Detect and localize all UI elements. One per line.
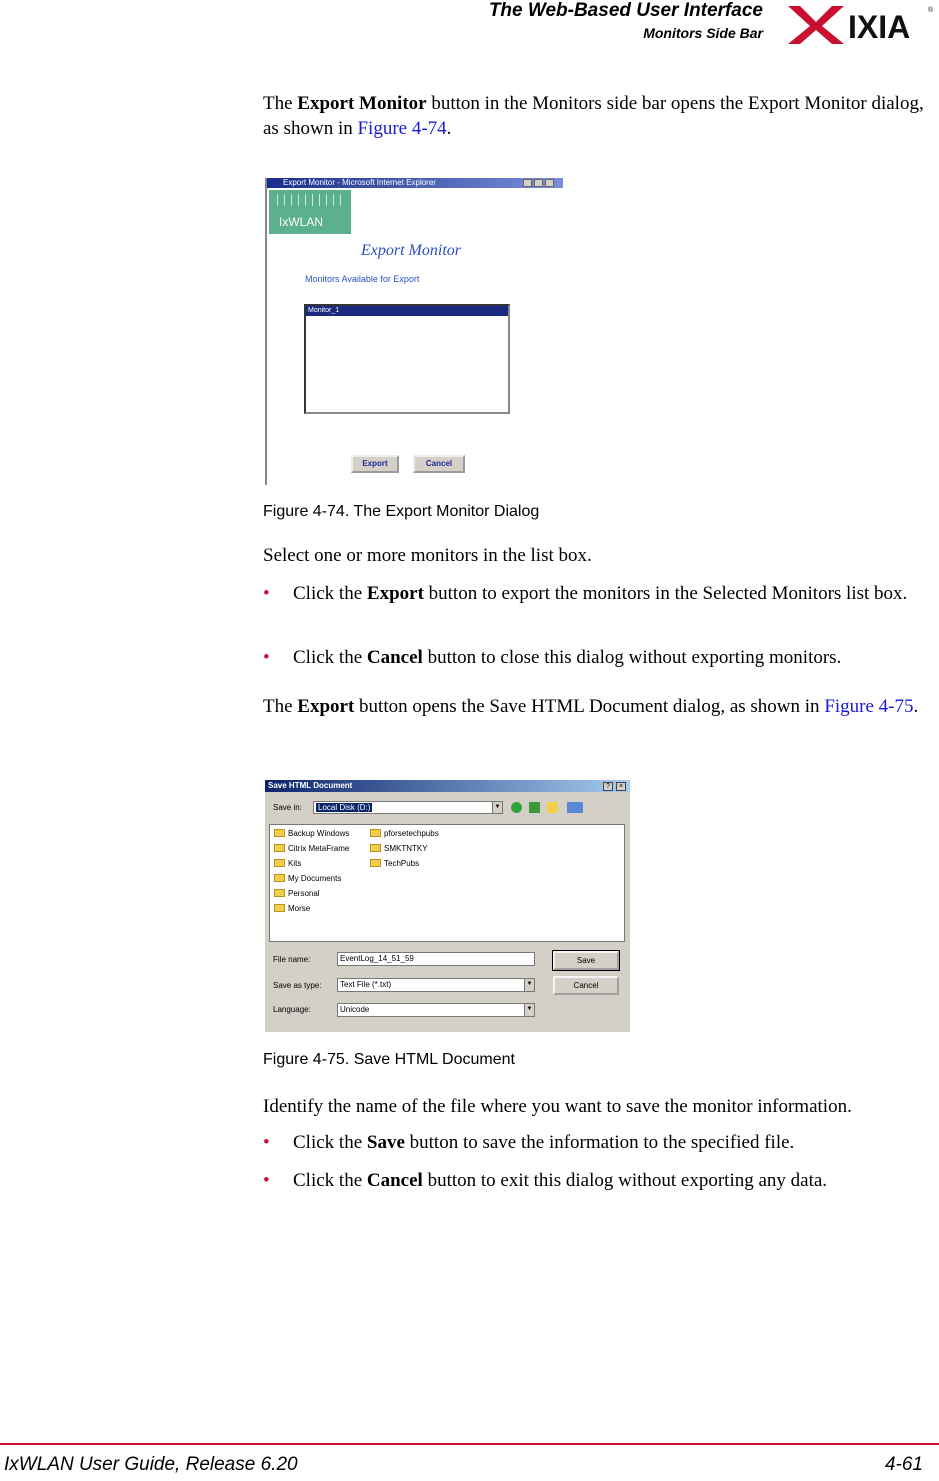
language-dropdown[interactable]: Unicode ▼ bbox=[337, 1003, 535, 1017]
list-item[interactable]: TechPubs bbox=[370, 857, 419, 871]
save-as-type-dropdown[interactable]: Text File (*.txt) ▼ bbox=[337, 978, 535, 992]
bullet-icon: • bbox=[263, 647, 270, 668]
logo-text: IXIA bbox=[848, 9, 911, 45]
maximize-icon[interactable] bbox=[534, 179, 543, 187]
figure-4-75-caption: Figure 4-75. Save HTML Document bbox=[263, 1051, 515, 1068]
close-icon[interactable] bbox=[545, 179, 554, 187]
chevron-down-icon: ▼ bbox=[524, 1004, 534, 1016]
ixwlan-brand: IxWLAN bbox=[279, 215, 324, 229]
bullet-cancel: • Click the Cancel button to close this dialog without exporting monitors. bbox=[263, 647, 842, 668]
footer-guide-title: IxWLAN User Guide, Release 6.20 bbox=[4, 1454, 298, 1475]
folder-icon bbox=[370, 844, 381, 852]
language-label: Language: bbox=[273, 1005, 311, 1014]
folder-icon bbox=[370, 859, 381, 867]
list-item[interactable]: Monitor_1 bbox=[306, 306, 508, 316]
list-item[interactable]: SMKTNTKY bbox=[370, 842, 428, 856]
new-folder-icon[interactable] bbox=[547, 802, 558, 813]
footer-rule bbox=[0, 1443, 939, 1445]
back-icon[interactable] bbox=[511, 802, 522, 813]
folder-icon bbox=[370, 829, 381, 837]
list-item[interactable]: Citrix MetaFrame bbox=[274, 842, 349, 856]
save-in-dropdown[interactable]: Local Disk (D:) ▼ bbox=[313, 801, 503, 814]
bullet-save: • Click the Save button to save the information to the specified file. bbox=[263, 1132, 795, 1153]
running-header-title: The Web-Based User Interface bbox=[488, 0, 763, 21]
save-html-document-screenshot bbox=[265, 780, 630, 1032]
save-in-label: Save in: bbox=[273, 803, 302, 812]
monitors-available-label: Monitors Available for Export bbox=[305, 274, 420, 284]
bullet-icon: • bbox=[263, 583, 270, 604]
export-monitor-titlebar: Export Monitor - Microsoft Internet Explorer bbox=[267, 178, 563, 188]
figure-4-75-link[interactable]: Figure 4-75 bbox=[824, 696, 914, 717]
folder-icon bbox=[274, 904, 285, 912]
file-name-input[interactable]: EventLog_14_51_59 bbox=[337, 952, 535, 966]
list-item[interactable]: Backup Windows bbox=[274, 827, 349, 841]
minimize-icon[interactable] bbox=[523, 179, 532, 187]
export-button[interactable]: Export bbox=[351, 455, 399, 473]
file-list-pane[interactable] bbox=[269, 824, 625, 942]
chevron-down-icon: ▼ bbox=[524, 979, 534, 991]
figure-4-74-caption: Figure 4-74. The Export Monitor Dialog bbox=[263, 503, 540, 520]
list-item[interactable]: pforsetechpubs bbox=[370, 827, 439, 841]
intro-paragraph: The Export Monitor button in the Monitors side bar opens the Export Monitor dialog, as shown in Figure 4-74. bbox=[263, 93, 924, 139]
cancel-button[interactable]: Cancel bbox=[413, 455, 465, 473]
ixwlan-banner bbox=[269, 190, 351, 234]
select-instruction: Select one or more monitors in the list box. bbox=[263, 545, 592, 566]
svg-text:®: ® bbox=[928, 7, 934, 14]
help-icon[interactable]: ? bbox=[603, 782, 613, 791]
page-number: 4-61 bbox=[884, 1454, 923, 1475]
running-header-section: Monitors Side Bar bbox=[643, 25, 763, 41]
folder-icon bbox=[274, 859, 285, 867]
up-folder-icon[interactable] bbox=[529, 802, 540, 813]
folder-icon bbox=[274, 844, 285, 852]
export-monitor-screenshot bbox=[265, 178, 563, 485]
bullet-export: • Click the Export button to export the monitors in the Selected Monitors list box. bbox=[263, 583, 908, 604]
export-paragraph: The Export button opens the Save HTML Document dialog, as shown in Figure 4-75. bbox=[263, 696, 919, 717]
folder-icon bbox=[274, 829, 285, 837]
file-name-label: File name: bbox=[273, 955, 311, 964]
list-item[interactable]: My Documents bbox=[274, 872, 341, 886]
bullet-icon: • bbox=[263, 1132, 270, 1153]
folder-icon bbox=[274, 889, 285, 897]
folder-icon bbox=[274, 874, 285, 882]
list-item[interactable]: Personal bbox=[274, 887, 320, 901]
save-button[interactable]: Save bbox=[553, 951, 619, 970]
bullet-icon: • bbox=[263, 1170, 270, 1191]
save-dialog-titlebar: Save HTML Document ? × bbox=[265, 780, 630, 792]
ixia-logo bbox=[786, 2, 936, 46]
list-item[interactable]: Kits bbox=[274, 857, 301, 871]
cancel-button[interactable]: Cancel bbox=[553, 976, 619, 995]
view-menu-icon[interactable] bbox=[567, 802, 583, 813]
figure-4-74-link[interactable]: Figure 4-74 bbox=[357, 118, 447, 139]
export-monitor-heading: Export Monitor bbox=[361, 242, 461, 259]
monitors-list-box[interactable] bbox=[304, 304, 510, 414]
close-icon[interactable]: × bbox=[616, 782, 626, 791]
bullet-cancel-save: • Click the Cancel button to exit this dialog without exporting any data. bbox=[263, 1170, 828, 1191]
save-as-type-label: Save as type: bbox=[273, 981, 322, 990]
identify-instruction: Identify the name of the file where you want to save the monitor information. bbox=[263, 1096, 852, 1117]
chevron-down-icon: ▼ bbox=[492, 802, 502, 813]
list-item[interactable]: Morse bbox=[274, 902, 310, 916]
